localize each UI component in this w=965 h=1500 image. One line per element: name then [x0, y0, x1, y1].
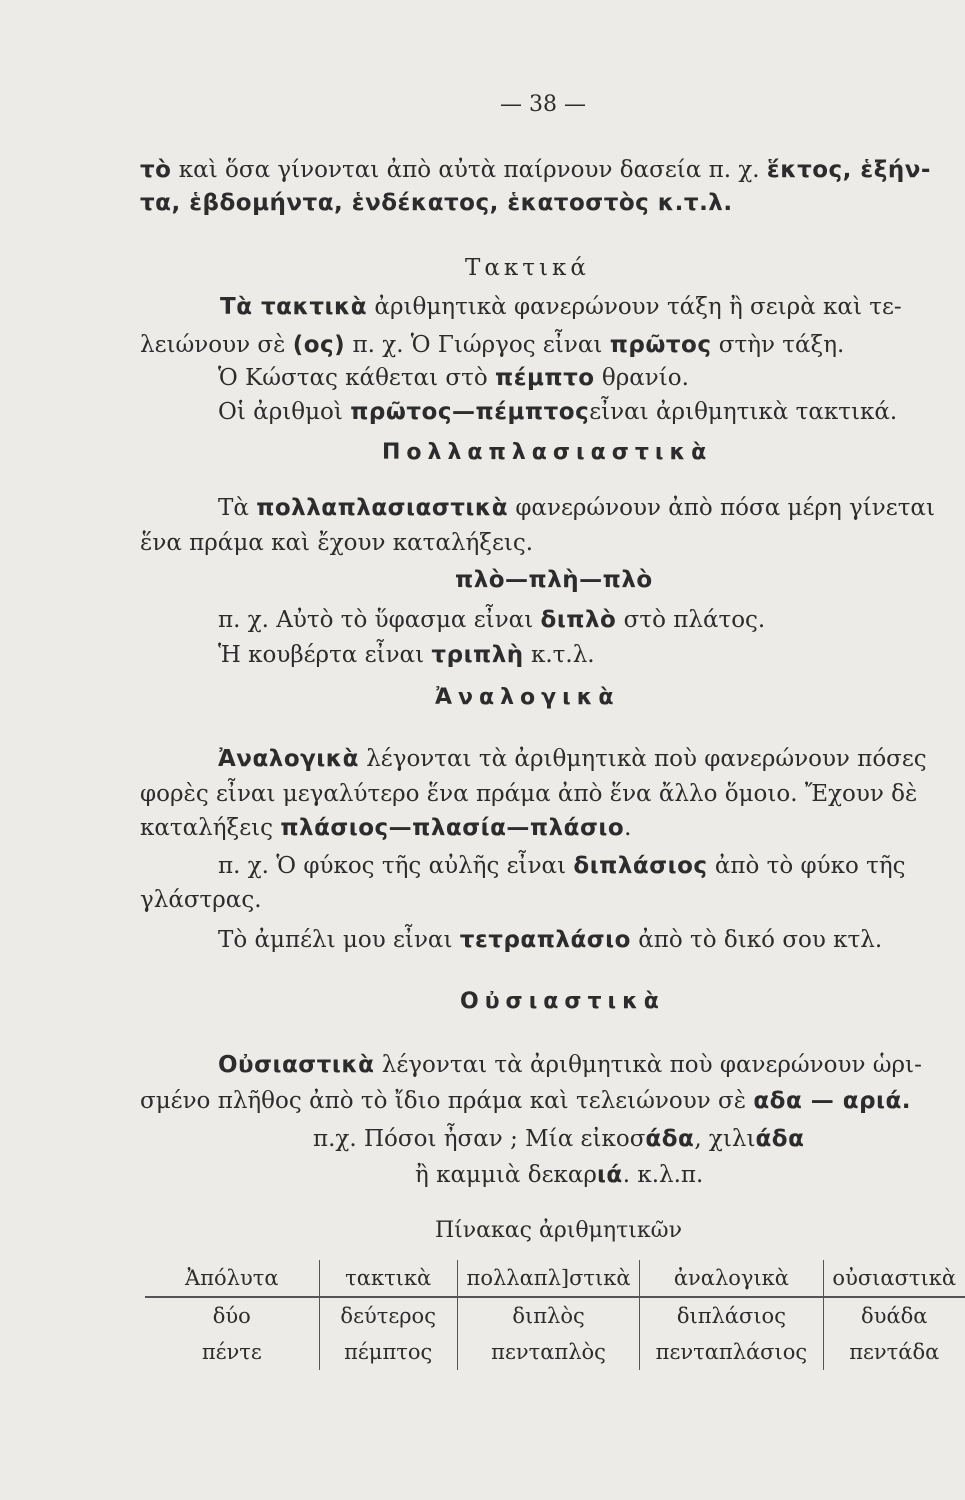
column-header: οὐσιαστικὰ: [823, 1260, 965, 1297]
section-heading-ousiastika: Οὐσιαστικὰ: [460, 989, 665, 1014]
text-run: Τὸ ἀμπέλι μου εἶναι: [218, 927, 460, 953]
table-cell: δεύτερος: [319, 1297, 457, 1334]
analogika-line-5: γλάστρας.: [140, 887, 262, 913]
text-run: καταλήξεις: [140, 815, 281, 841]
text-run: καὶ ὅσα γίνονται ἀπὸ αὐτὰ παίρνουν δασεία π. χ.: [171, 157, 767, 183]
section-heading-taktika: Τακτικά: [465, 255, 590, 281]
numerals-table: [145, 1260, 965, 1370]
text-run: ἢ καμμιὰ δεκαρ: [415, 1162, 597, 1188]
bold-term: τετραπλάσιο: [459, 927, 631, 953]
ousiastika-line-4: [415, 1160, 703, 1190]
table-cell: πενταπλάσιος: [640, 1334, 823, 1370]
bold-term: άδα: [645, 1126, 695, 1152]
text-run: σμένο πλῆθος ἀπὸ τὸ ἴδιο πράμα καὶ τελειώνουν σὲ: [140, 1088, 754, 1114]
text-run: . κ.λ.π.: [622, 1162, 704, 1188]
text-run: π.χ. Πόσοι ἦσαν ; Μία εἰκοσ: [313, 1126, 646, 1152]
ousiastika-line-2: [140, 1086, 911, 1116]
column-header: πολλαπλ]στικὰ: [457, 1260, 639, 1297]
analogika-line-4: [218, 851, 906, 881]
ousiastika-line-3: [313, 1124, 804, 1154]
bold-term: τὸ: [140, 157, 172, 183]
bold-term: ιά: [596, 1162, 623, 1188]
intro-line-2: τα, ἑβδομήντα, ἑνδέκατος, ἑκατοστὸς κ.τ.λ.: [140, 190, 733, 216]
analogika-line-6: [218, 925, 882, 955]
text-run: π. χ. Ὁ Γιώργος εἶναι: [345, 332, 610, 358]
table-header-row: [145, 1260, 965, 1297]
pollapl-endings: πλὸ—πλὴ—πλὸ: [455, 567, 653, 593]
text-run: λειώνουν σὲ: [140, 332, 293, 358]
bold-term: πλάσιος—πλασία—πλάσιο: [280, 815, 625, 841]
text-run: π. χ. Ὁ φύκος τῆς αὐλῆς εἶναι: [218, 853, 574, 879]
bold-term: διπλὸ: [540, 607, 617, 633]
bold-term: πέμπτο: [495, 365, 595, 391]
pollapl-line-1: [218, 493, 935, 523]
taktika-line-3: [218, 363, 689, 393]
bold-term: Ἀναλογικὰ: [218, 746, 359, 772]
pollapl-line-3: [218, 605, 765, 635]
table-cell: δύο: [212, 1304, 251, 1328]
column-header: Ἀπόλυτα: [145, 1260, 319, 1297]
page-number: — 38 —: [500, 92, 586, 117]
pollapl-line-2: ἕνα πράμα καὶ ἔχουν καταλήξεις.: [140, 530, 534, 556]
analogika-line-2: φορὲς εἶναι μεγαλύτερο ἕνα πράμα ἀπὸ ἕνα ἄλλο ὅμοιο. Ἔχουν δὲ: [140, 781, 918, 807]
bold-term: αδα — αριά.: [753, 1088, 912, 1114]
table-cell: διπλὸς: [457, 1297, 639, 1334]
text-run: λέγονται τὰ ἀριθμητικὰ ποὺ φανερώνουν πόσες: [358, 746, 927, 772]
section-heading-analogika: Ἀναλογικὰ: [435, 685, 620, 710]
table-row: [145, 1334, 965, 1370]
table-cell: πεντάδα: [823, 1334, 965, 1370]
bold-term: (ος): [292, 332, 346, 358]
analogika-line-3: [140, 813, 631, 843]
text-run: εἶναι ἀριθμητικὰ τακτικά.: [589, 399, 898, 425]
table-cell: πέμπτος: [319, 1334, 457, 1370]
text-run: ἀπὸ τὸ φύκο τῆς: [707, 853, 906, 879]
text-run: θρανίο.: [594, 365, 689, 391]
table-cell: διπλάσιος: [640, 1297, 823, 1334]
taktika-line-1: [220, 292, 902, 322]
text-run: ἀριθμητικὰ φανερώνουν τάξη ἢ σειρὰ καὶ τε-: [367, 294, 902, 320]
bold-term: Οὐσιαστικὰ: [218, 1052, 375, 1078]
column-header: ἀναλογικὰ: [640, 1260, 823, 1297]
text-run: κ.τ.λ.: [523, 642, 595, 668]
analogika-line-1: [218, 744, 927, 774]
table-cell: δυάδα: [823, 1297, 965, 1334]
table-title: Πίνακας ἀριθμητικῶν: [435, 1218, 682, 1243]
text-run: Τὰ: [218, 495, 257, 521]
bold-term: άδα: [755, 1126, 805, 1152]
intro-line-1: [140, 155, 931, 185]
text-run: Ὁ Κώστας κάθεται στὸ: [218, 365, 495, 391]
ousiastika-line-1: [218, 1050, 922, 1080]
text-run: Ἡ κουβέρτα εἶναι: [218, 642, 432, 668]
text-run: ἀπὸ τὸ δικό σου κτλ.: [630, 927, 883, 953]
bold-term: πρῶτος—πέμπτος: [350, 399, 590, 425]
bold-term: Τὰ τακτικὰ: [220, 294, 368, 320]
table-cell: πέντε: [201, 1340, 262, 1364]
text-run: λέγονται τὰ ἀριθμητικὰ ποὺ φανερώνουν ὡρι-: [374, 1052, 922, 1078]
bold-term: τριπλὴ: [431, 642, 524, 668]
text-run: .: [624, 815, 632, 841]
taktika-line-4: [218, 397, 897, 427]
bold-term: πρῶτος: [609, 332, 712, 358]
text-run: , χιλι: [694, 1126, 756, 1152]
text-run: Οἱ ἀριθμοὶ: [218, 399, 351, 425]
taktika-line-2: [140, 330, 844, 360]
text-run: π. χ. Αὐτὸ τὸ ὕφασμα εἶναι: [218, 607, 541, 633]
table-cell: πενταπλὸς: [457, 1334, 639, 1370]
text-run: στὸ πλάτος.: [616, 607, 766, 633]
pollapl-line-4: [218, 640, 595, 670]
text-run: φανερώνουν ἀπὸ πόσα μέρη γίνεται: [508, 495, 935, 521]
bold-term: πολλαπλασιαστικὰ: [256, 495, 509, 521]
section-heading-pollaplasiastika: Πολλαπλασιαστικὰ: [382, 440, 713, 465]
bold-term: διπλάσιος: [573, 853, 708, 879]
table-row: [145, 1297, 965, 1334]
text-run: στὴν τάξη.: [711, 332, 845, 358]
column-header: τακτικὰ: [319, 1260, 457, 1297]
bold-term: ἕκτος, ἑξήν-: [766, 157, 931, 183]
